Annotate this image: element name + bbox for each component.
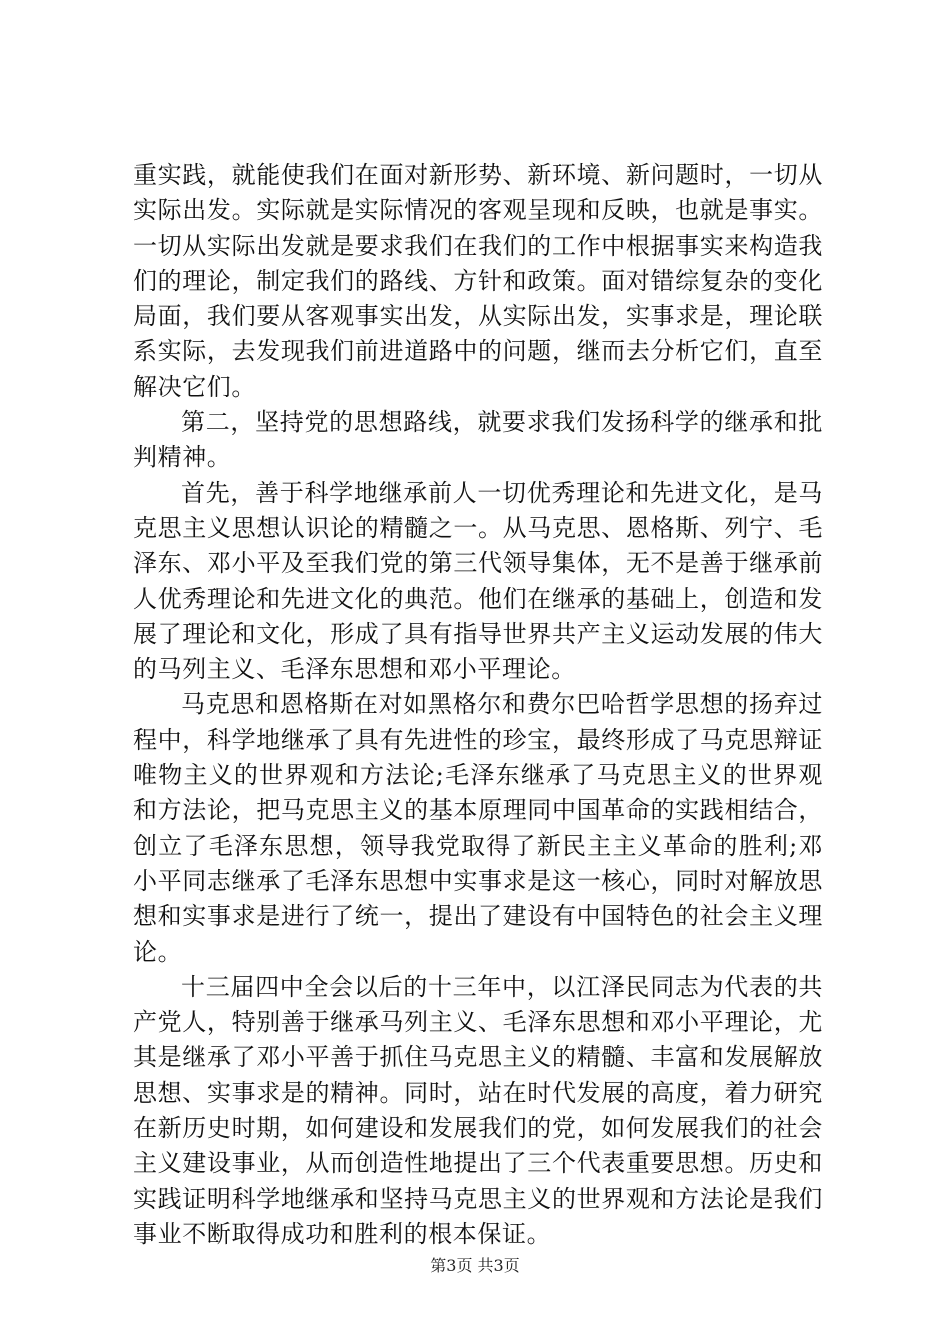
paragraph-4: 马克思和恩格斯在对如黑格尔和费尔巴哈哲学思想的扬弃过程中，科学地继承了具有先进性的珍宝，最终形成了马克思辩证唯物主义的世界观和方法论;毛泽东继承了马克思主义的世界观和方法论，把马克思主义的基本原理同中国革命的实践相结合，创立了毛泽东思想，领导我党取得了新民主主义革命的胜利;邓小平同志继承了毛泽东思想中实事求是这一核心，同时对解放思想和实事求是进行了统一，提出了建设有中国特色的社会主义理论。 — [133, 690, 823, 966]
paragraph-1: 重实践，就能使我们在面对新形势、新环境、新问题时，一切从实际出发。实际就是实际情况的客观呈现和反映，也就是事实。一切从实际出发就是要求我们在我们的工作中根据事实来构造我们的理论，制定我们的路线、方针和政策。面对错综复杂的变化局面，我们要从客观事实出发，从实际出发，实事求是，理论联系实际，去发现我们前进道路中的问题，继而去分析它们，直至解决它们。 — [133, 161, 823, 401]
page-footer: 第3页 共3页 — [430, 1256, 520, 1275]
paragraph-3: 首先，善于科学地继承前人一切优秀理论和先进文化，是马克思主义思想认识论的精髓之一。从马克思、恩格斯、列宁、毛泽东、邓小平及至我们党的第三代领导集体，无不是善于继承前人优秀理论和先进文化的典范。他们在继承的基础上，创造和发展了理论和文化，形成了具有指导世界共产主义运动发展的伟大的马列主义、毛泽东思想和邓小平理论。 — [133, 478, 823, 684]
paragraph-2: 第二，坚持党的思想路线，就要求我们发扬科学的继承和批判精神。 — [133, 408, 823, 472]
document-body — [133, 158, 823, 1252]
paragraph-5: 十三届四中全会以后的十三年中，以江泽民同志为代表的共产党人，特别善于继承马列主义、毛泽东思想和邓小平理论，尤其是继承了邓小平善于抓住马克思主义的精髓、丰富和发展解放思想、实事求是的精神。同时，站在时代发展的高度，着力研究在新历史时期，如何建设和发展我们的党，如何发展我们的社会主义建设事业，从而创造性地提出了三个代表重要思想。历史和实践证明科学地继承和坚持马克思主义的世界观和方法论是我们事业不断取得成功和胜利的根本保证。 — [133, 972, 823, 1248]
